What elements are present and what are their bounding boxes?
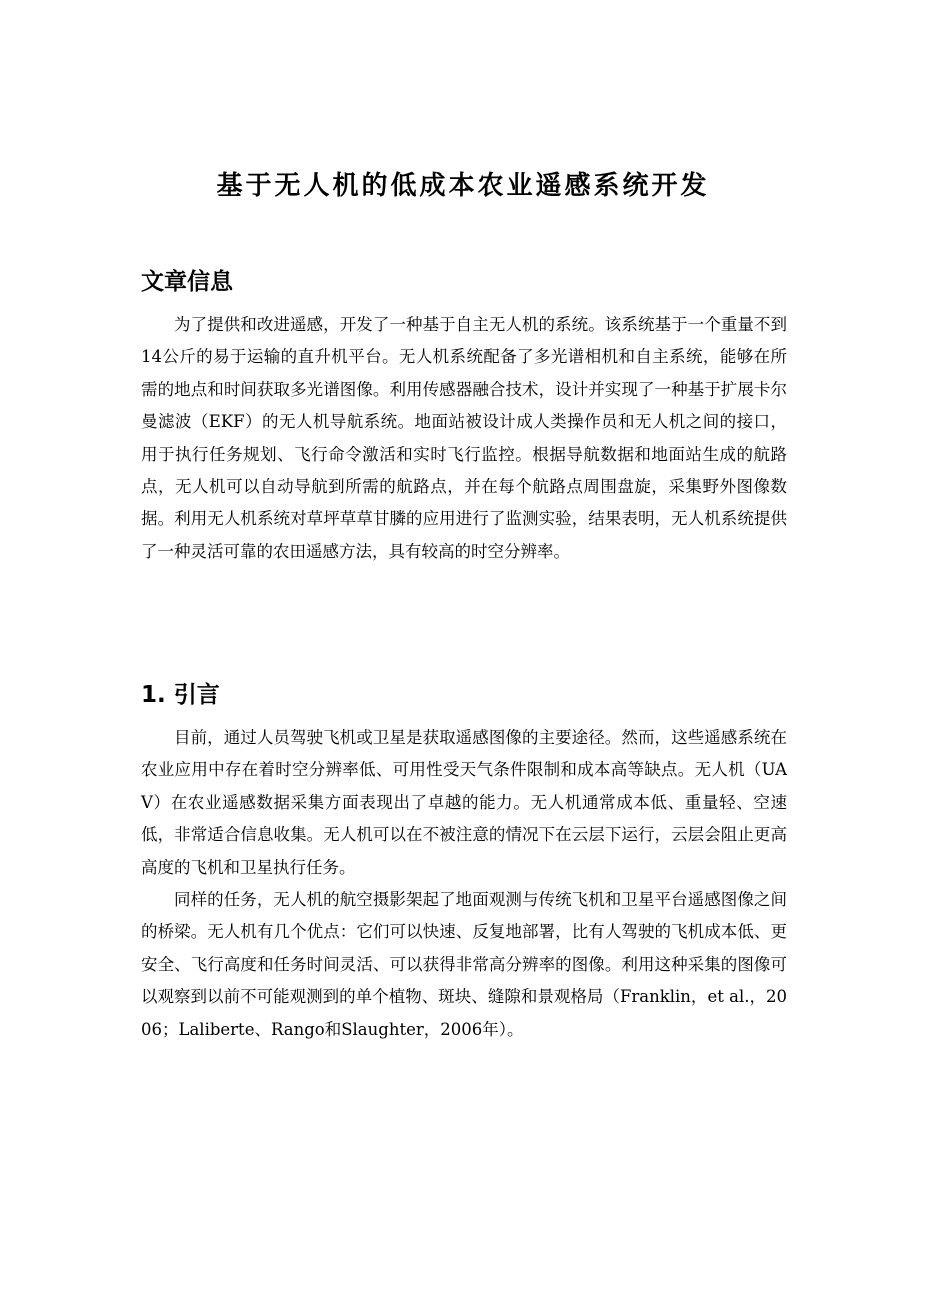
introduction-section	[141, 722, 787, 1046]
introduction-paragraph-2: 同样的任务，无人机的航空摄影架起了地面观测与传统飞机和卫星平台遥感图像之间的桥梁。无人机有几个优点：它们可以快速、反复地部署，比有人驾驶的飞机成本低、更安全、飞行高度和任务时间灵活、可以获得非常高分辨率的图像。利用这种采集的图像可以观察到以前不可能观测到的单个植物、斑块、缝隙和景观格局（Franklin，et al.，2006；Laliberte、Rango和Slaughter，2006年）。	[141, 890, 787, 1039]
document-title: 基于无人机的低成本农业遥感系统开发	[216, 171, 710, 201]
introduction-paragraph-1: 目前，通过人员驾驶飞机或卫星是获取遥感图像的主要途径。然而，这些遥感系统在农业应用中存在着时空分辨率低、可用性受天气条件限制和成本高等缺点。无人机（UAV）在农业遥感数据采集方面表现出了卓越的能力。无人机通常成本低、重量轻、空速低，非常适合信息收集。无人机可以在不被注意的情况下在云层下运行，云层会阻止更高高度的飞机和卫星执行任务。	[141, 728, 787, 877]
abstract-section	[141, 309, 787, 568]
abstract-paragraph: 为了提供和改进遥感，开发了一种基于自主无人机的系统。该系统基于一个重量不到14公斤的易于运输的直升机平台。无人机系统配备了多光谱相机和自主系统，能够在所需的地点和时间获取多光谱图像。利用传感器融合技术，设计并实现了一种基于扩展卡尔曼滤波（EKF）的无人机导航系统。地面站被设计成人类操作员和无人机之间的接口，用于执行任务规划、飞行命令激活和实时飞行监控。根据导航数据和地面站生成的航路点，无人机可以自动导航到所需的航路点，并在每个航路点周围盘旋，采集野外图像数据。利用无人机系统对草坪草草甘膦的应用进行了监测实验，结果表明，无人机系统提供了一种灵活可靠的农田遥感方法，具有较高的时空分辨率。	[141, 315, 787, 561]
article-info-heading: 文章信息	[141, 269, 233, 295]
introduction-heading: 1. 引言	[141, 682, 220, 708]
